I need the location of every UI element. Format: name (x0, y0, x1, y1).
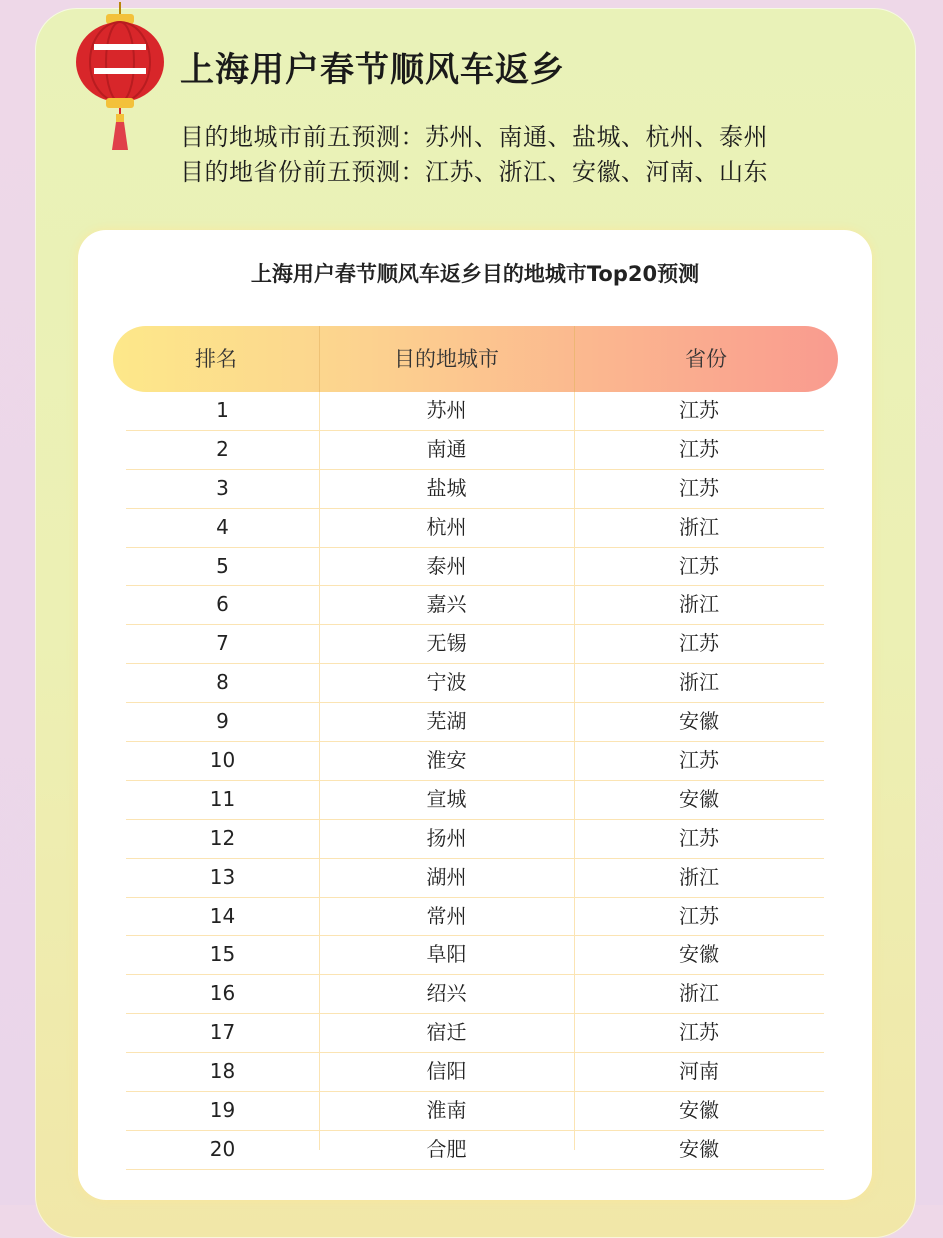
city-cell: 宣城 (426, 786, 467, 811)
city-cell: 泰州 (426, 553, 467, 578)
table-row (126, 820, 824, 859)
header-rank: 排名 (195, 347, 237, 371)
city-cell: 阜阳 (426, 942, 467, 967)
table-row (126, 625, 824, 664)
rank-cell: 17 (209, 1020, 236, 1045)
table-row (126, 1014, 824, 1053)
rank-cell: 3 (216, 475, 229, 500)
city-cell: 宁波 (426, 670, 467, 695)
rank-cell: 2 (216, 436, 229, 461)
table-row (126, 664, 824, 703)
province-cell: 浙江 (679, 592, 719, 617)
province-cell: 安徽 (679, 709, 719, 734)
header-province: 省份 (685, 347, 727, 371)
table-row (126, 859, 824, 898)
table-row (126, 898, 824, 937)
city-cell: 信阳 (426, 1059, 467, 1084)
province-cell: 浙江 (679, 981, 719, 1006)
top-provinces-summary: 目的地省份前五预测：江苏、浙江、安徽、河南、山东 (180, 158, 768, 186)
table-body (126, 392, 824, 1170)
city-cell: 常州 (426, 903, 467, 928)
rank-cell: 10 (209, 748, 236, 773)
city-cell: 宿迁 (426, 1020, 467, 1045)
table-row (126, 431, 824, 470)
province-cell: 江苏 (679, 475, 719, 500)
province-cell: 江苏 (679, 436, 719, 461)
table-row (126, 548, 824, 587)
province-cell: 江苏 (679, 631, 719, 656)
header-city: 目的地城市 (394, 347, 499, 371)
rank-cell: 15 (209, 942, 236, 967)
card-title: 上海用户春节顺风车返乡目的地城市Top20预测 (250, 262, 700, 286)
city-cell: 合肥 (426, 1136, 467, 1161)
province-cell: 安徽 (679, 942, 719, 967)
rank-cell: 1 (216, 398, 229, 422)
table-row (126, 1053, 824, 1092)
city-cell: 淮安 (426, 748, 467, 773)
table-row (126, 1131, 824, 1170)
city-cell: 嘉兴 (426, 592, 467, 617)
city-cell: 芜湖 (426, 709, 467, 734)
rank-cell: 9 (216, 709, 229, 734)
rank-cell: 16 (209, 981, 236, 1006)
rank-cell: 14 (209, 903, 236, 928)
rank-cell: 8 (216, 670, 229, 695)
province-cell: 安徽 (679, 1098, 719, 1123)
rank-cell: 12 (209, 825, 236, 850)
city-cell: 苏州 (426, 398, 467, 422)
rank-cell: 19 (209, 1098, 236, 1123)
city-cell: 湖州 (426, 864, 467, 889)
rank-cell: 5 (216, 553, 229, 578)
province-cell: 江苏 (679, 903, 719, 928)
province-cell: 河南 (679, 1059, 719, 1084)
province-cell: 安徽 (679, 1136, 719, 1161)
rank-cell: 6 (216, 592, 229, 617)
province-cell: 江苏 (679, 1020, 719, 1045)
table-row (126, 470, 824, 509)
city-cell: 杭州 (426, 514, 467, 539)
table-row (126, 742, 824, 781)
table-row (126, 586, 824, 625)
rank-cell: 4 (216, 514, 229, 539)
table-row (126, 509, 824, 548)
province-cell: 浙江 (679, 670, 719, 695)
table-row (126, 392, 824, 431)
province-cell: 江苏 (679, 553, 719, 578)
rank-cell: 13 (209, 864, 236, 889)
rank-cell: 20 (209, 1136, 236, 1161)
table-row (126, 1092, 824, 1131)
province-cell: 浙江 (679, 864, 719, 889)
table-row (126, 703, 824, 742)
province-cell: 浙江 (679, 514, 719, 539)
city-cell: 盐城 (426, 475, 467, 500)
rank-cell: 7 (216, 631, 229, 656)
city-cell: 无锡 (426, 631, 467, 656)
province-cell: 安徽 (679, 786, 719, 811)
city-cell: 绍兴 (426, 981, 467, 1006)
city-cell: 扬州 (426, 825, 467, 850)
rank-cell: 11 (209, 786, 236, 811)
province-cell: 江苏 (679, 398, 719, 422)
table-row (126, 781, 824, 820)
top-cities-summary: 目的地城市前五预测：苏州、南通、盐城、杭州、泰州 (180, 123, 768, 151)
table-row (126, 936, 824, 975)
rank-cell: 18 (209, 1059, 236, 1084)
lantern-icon (72, 2, 168, 154)
city-cell: 南通 (426, 436, 467, 461)
province-cell: 江苏 (679, 825, 719, 850)
city-cell: 淮南 (426, 1098, 467, 1123)
province-cell: 江苏 (679, 748, 719, 773)
table-header (113, 326, 838, 392)
table-row (126, 975, 824, 1014)
page-title: 上海用户春节顺风车返乡 (180, 50, 565, 90)
ranking-card (78, 230, 872, 1200)
